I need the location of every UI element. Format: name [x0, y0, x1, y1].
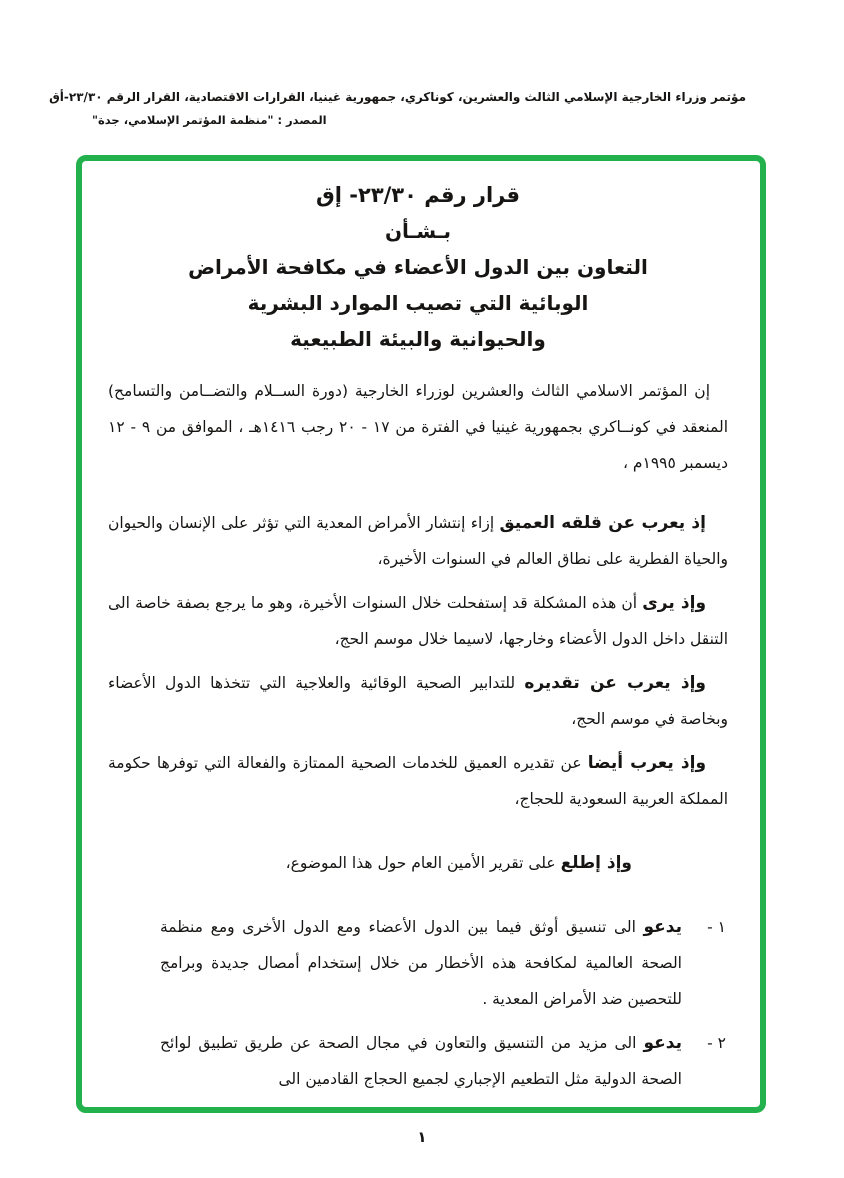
preamble-text: عن تقديره العميق للخدمات الصحية الممتازة والفعالة التي توفرها حكومة المملكة العربية السعودية للحجاج،	[108, 754, 728, 808]
item-text	[160, 909, 682, 1017]
item-body: الى مزيد من التنسيق والتعاون في مجال الصحة عن طريق تطبيق لوائح الصحة الدولية مثل التطعيم الإجباري لجميع الحجاج القادمين الى	[160, 1034, 682, 1088]
item-body: الى تنسيق أوثق فيما بين الدول الأعضاء ومع الدول الأخرى ومع منظمة الصحة العالمية لمكافحة هذه الأخطار من خلال إستخدام أمصال جديدة وبرامج للتحصين ضد الأمراض المعدية .	[160, 918, 682, 1008]
header-citation: مؤتمر وزراء الخارجية الإسلامي الثالث والعشرين، كوناكري، جمهورية غينيا، القرارات الاقتصادية، القرار الرقم ٢٣/٣٠-أق	[49, 90, 746, 104]
title-line: الوبائية التي تصيب الموارد البشرية	[247, 291, 589, 315]
resolution-frame	[76, 155, 766, 1113]
preamble-text: على تقرير الأمين العام حول هذا الموضوع،	[285, 854, 561, 872]
resolution-number: قرار رقم ٢٣/٣٠- إق	[316, 183, 520, 207]
item-number: ١ -	[707, 918, 726, 936]
item-text	[160, 1025, 682, 1097]
preamble-lead: وإذ يرى	[642, 593, 707, 613]
item-lead: يدعو	[643, 1033, 682, 1053]
preamble-text: للتدابير الصحية الوقائية والعلاجية التي تتخذها الدول الأعضاء وبخاصة في موسم الحج،	[108, 674, 728, 728]
preamble-paragraph	[108, 505, 728, 577]
header-source: المصدر : "منظمة المؤتمر الإسلامي، جدة"	[92, 113, 327, 127]
list-item	[108, 909, 728, 1017]
title-regarding: بـشـأن	[384, 219, 452, 243]
title-line: التعاون بين الدول الأعضاء في مكافحة الأمراض	[188, 255, 648, 279]
list-item	[108, 1025, 728, 1097]
document-header	[49, 88, 746, 128]
preamble-lead: وإذ إطلع	[560, 853, 632, 873]
opening-paragraph: إن المؤتمر الاسلامي الثالث والعشرين لوزراء الخارجية (دورة الســلام والتضــامن والتسامح) المنعقد في كونــاكري بجمهورية غينيا في الفترة من ١٧ - ٢٠ رجب ١٤١٦هـ ، الموافق من ٩ - ١٢ ديسمبر ١٩٩٥م ،	[108, 382, 729, 472]
preamble-paragraph	[108, 745, 728, 817]
operative-items	[108, 909, 728, 1097]
title-line: والحيوانية والبيئة الطبيعية	[290, 327, 546, 351]
preamble-paragraph	[108, 585, 728, 657]
preamble-paragraph	[108, 665, 728, 737]
preamble-paragraph	[108, 845, 728, 881]
preamble-text: أن هذه المشكلة قد إستفحلت خلال السنوات الأخيرة، وهو ما يرجع بصفة خاصة الى التنقل داخل الدول الأعضاء وخارجها، لاسيما خلال موسم الحج،	[108, 594, 728, 648]
preamble-text: إزاء إنتشار الأمراض المعدية التي تؤثر على الإنسان والحيوان والحياة الفطرية على نطاق العالم في السنوات الأخيرة،	[108, 514, 728, 568]
item-number: ٢ -	[707, 1034, 726, 1052]
item-lead: يدعو	[643, 917, 682, 937]
preamble-lead: وإذ يعرب عن تقديره	[524, 673, 706, 693]
page-number: ١	[417, 1128, 427, 1146]
resolution-title-block	[108, 177, 728, 357]
preamble-lead: إذ يعرب عن قلقه العميق	[499, 513, 706, 533]
preamble-lead: وإذ يعرب أيضا	[587, 753, 707, 773]
